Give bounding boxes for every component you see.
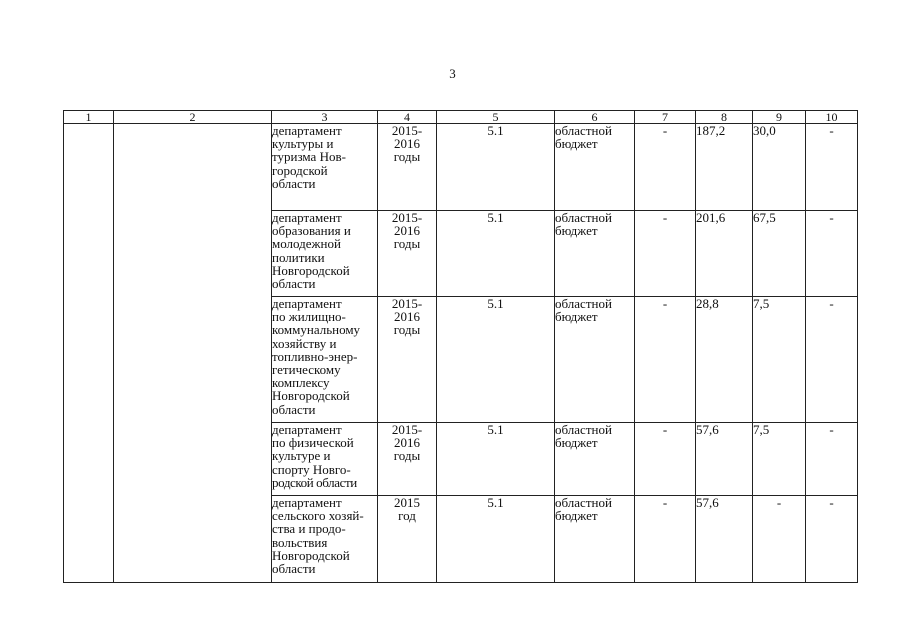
column-8-value: 201,6 — [696, 211, 753, 297]
column-header-6: 6 — [555, 111, 635, 124]
department-cell — [272, 297, 378, 423]
funding-source-cell — [555, 496, 635, 583]
department-line: области — [272, 401, 316, 417]
period-cell — [378, 297, 437, 423]
department-line: комплексу — [272, 375, 330, 391]
column-9-value: - — [753, 496, 806, 583]
department-line: культуры и — [272, 136, 334, 152]
column-8-value: 57,6 — [696, 423, 753, 496]
department-line: по жилищно- — [272, 309, 346, 325]
column-9-value: 7,5 — [753, 297, 806, 423]
period-line: 2015- — [391, 422, 423, 437]
period-line: годы — [393, 448, 421, 464]
code-cell: 5.1 — [437, 423, 555, 496]
department-line: коммунальному — [272, 322, 361, 338]
funding-source-line: бюджет — [555, 309, 598, 325]
funding-source-line: областной — [555, 296, 612, 311]
period-line: 2015- — [391, 296, 423, 311]
column-7-value: - — [635, 496, 696, 583]
department-line: Новгородской — [272, 262, 350, 278]
page-number: 3 — [449, 66, 456, 81]
column-8-value: 187,2 — [696, 124, 753, 211]
period-cell — [378, 423, 437, 496]
department-line: сельского хозяй- — [272, 508, 364, 524]
column-header-4: 4 — [378, 111, 437, 124]
department-line: Новгородской — [272, 388, 350, 404]
period-cell — [378, 211, 437, 297]
period-cell — [378, 496, 437, 583]
column-10-value: - — [806, 423, 858, 496]
department-line: гетическому — [272, 362, 341, 378]
department-line: культуре и — [272, 448, 331, 464]
column-8-value: 57,6 — [696, 496, 753, 583]
funding-source-line: областной — [555, 495, 612, 510]
column-header-10: 10 — [806, 111, 858, 124]
department-line: хозяйству и — [272, 335, 337, 351]
table-row — [64, 124, 858, 211]
department-line: Новгородской — [272, 547, 350, 563]
period-cell — [378, 124, 437, 211]
code-cell: 5.1 — [437, 211, 555, 297]
department-line: туризма Нов- — [272, 149, 346, 165]
department-line: вольствия — [272, 534, 328, 550]
department-line: департамент — [272, 210, 342, 225]
funding-source-cell — [555, 124, 635, 211]
column-header-1: 1 — [64, 111, 114, 124]
department-line: родской области — [272, 474, 357, 490]
department-line: ства и продо- — [272, 521, 346, 537]
column-9-value: 30,0 — [753, 124, 806, 211]
funding-source-line: бюджет — [555, 435, 598, 451]
funding-source-line: областной — [555, 422, 612, 437]
department-cell — [272, 211, 378, 297]
period-line: 2016 — [394, 136, 420, 152]
department-cell — [272, 496, 378, 583]
period-line: год — [398, 508, 416, 524]
code-cell: 5.1 — [437, 496, 555, 583]
department-line: по физической — [272, 435, 354, 451]
budget-table — [63, 110, 858, 583]
funding-source-cell — [555, 211, 635, 297]
funding-source-line: областной — [555, 123, 612, 138]
period-line: 2015 — [394, 495, 420, 510]
code-cell: 5.1 — [437, 124, 555, 211]
period-line: 2016 — [394, 309, 420, 325]
funding-source-cell — [555, 297, 635, 423]
period-line: 2015- — [391, 210, 423, 225]
column-7-value: - — [635, 211, 696, 297]
column-header-3: 3 — [272, 111, 378, 124]
header-row — [64, 111, 858, 124]
department-line: молодежной — [272, 236, 341, 252]
column-2-cell — [114, 124, 272, 583]
column-8-value: 28,8 — [696, 297, 753, 423]
department-line: департамент — [272, 422, 342, 437]
period-line: 2016 — [394, 435, 420, 451]
department-line: области — [272, 561, 316, 577]
period-line: 2016 — [394, 223, 420, 239]
department-line: области — [272, 276, 316, 292]
funding-source-line: бюджет — [555, 136, 598, 152]
column-9-value: 67,5 — [753, 211, 806, 297]
department-line: политики — [272, 249, 325, 265]
period-line: годы — [393, 236, 421, 252]
department-line: департамент — [272, 123, 342, 138]
department-line: городской — [272, 162, 328, 178]
department-line: департамент — [272, 495, 342, 510]
funding-source-line: областной — [555, 210, 612, 225]
column-header-5: 5 — [437, 111, 555, 124]
period-line: годы — [393, 322, 421, 338]
period-line: 2015- — [391, 123, 423, 138]
funding-source-line: бюджет — [555, 508, 598, 524]
department-line: образования и — [272, 223, 351, 239]
funding-source-cell — [555, 423, 635, 496]
department-line: области — [272, 175, 316, 191]
column-7-value: - — [635, 297, 696, 423]
column-7-value: - — [635, 124, 696, 211]
column-9-value: 7,5 — [753, 423, 806, 496]
column-1-cell — [64, 124, 114, 583]
department-cell — [272, 124, 378, 211]
column-header-2: 2 — [114, 111, 272, 124]
funding-source-line: бюджет — [555, 223, 598, 239]
column-header-8: 8 — [696, 111, 753, 124]
column-10-value: - — [806, 124, 858, 211]
column-header-9: 9 — [753, 111, 806, 124]
department-line: топливно-энер- — [272, 348, 358, 364]
column-header-7: 7 — [635, 111, 696, 124]
column-10-value: - — [806, 496, 858, 583]
department-cell — [272, 423, 378, 496]
column-7-value: - — [635, 423, 696, 496]
column-10-value: - — [806, 297, 858, 423]
column-10-value: - — [806, 211, 858, 297]
period-line: годы — [393, 149, 421, 165]
department-line: спорту Новго- — [272, 461, 351, 477]
department-line: департамент — [272, 296, 342, 311]
code-cell: 5.1 — [437, 297, 555, 423]
